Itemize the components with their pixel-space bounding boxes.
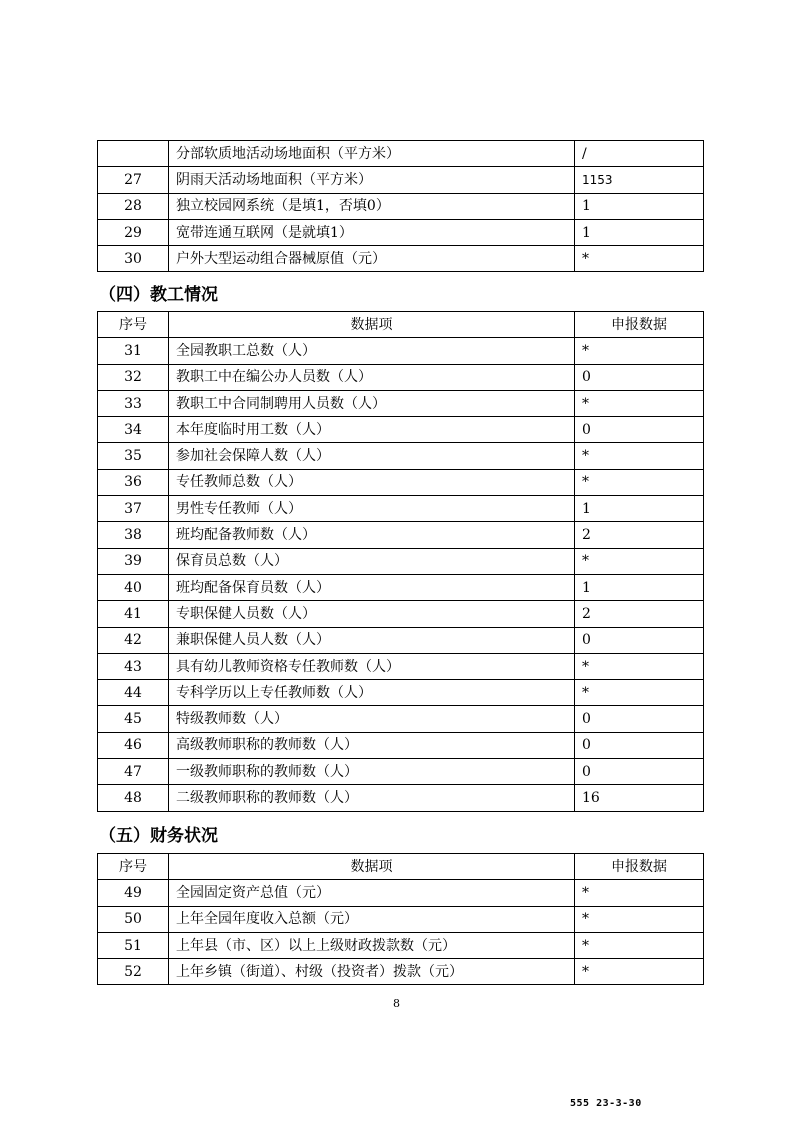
table-row bbox=[98, 601, 704, 627]
reported-value: 0 bbox=[575, 706, 704, 732]
table-row bbox=[98, 338, 704, 364]
table-row bbox=[98, 706, 704, 732]
data-item: 教职工中在编公办人员数（人） bbox=[169, 364, 575, 390]
row-number: 38 bbox=[98, 522, 169, 548]
row-number: 30 bbox=[98, 246, 169, 272]
row-number: 51 bbox=[98, 932, 169, 958]
reported-value: * bbox=[575, 469, 704, 495]
column-header-item: 数据项 bbox=[169, 854, 575, 880]
table-row bbox=[98, 167, 704, 193]
reported-value: 2 bbox=[575, 522, 704, 548]
table-row bbox=[98, 246, 704, 272]
reported-value: 0 bbox=[575, 364, 704, 390]
data-item: 宽带连通互联网（是就填1） bbox=[169, 219, 575, 245]
data-item: 班均配备教师数（人） bbox=[169, 522, 575, 548]
table-row bbox=[98, 443, 704, 469]
data-item: 兼职保健人员人数（人） bbox=[169, 627, 575, 653]
table-row bbox=[98, 574, 704, 600]
table-row bbox=[98, 496, 704, 522]
reported-value: * bbox=[575, 959, 704, 985]
table-row bbox=[98, 906, 704, 932]
data-item: 上年乡镇（街道）、村级（投资者）拨款（元） bbox=[169, 959, 575, 985]
data-item: 高级教师职称的教师数（人） bbox=[169, 732, 575, 758]
reported-value: / bbox=[575, 141, 704, 167]
data-item: 一级教师职称的教师数（人） bbox=[169, 759, 575, 785]
row-number: 49 bbox=[98, 880, 169, 906]
row-number: 40 bbox=[98, 574, 169, 600]
print-stamp: 555 23-3-30 bbox=[570, 1098, 642, 1109]
row-number: 35 bbox=[98, 443, 169, 469]
data-item: 具有幼儿教师资格专任教师数（人） bbox=[169, 653, 575, 679]
reported-value: * bbox=[575, 880, 704, 906]
row-number: 34 bbox=[98, 417, 169, 443]
column-header-value: 申报数据 bbox=[575, 312, 704, 338]
staff-table bbox=[97, 311, 704, 812]
data-item: 独立校园网系统（是填1，否填0） bbox=[169, 193, 575, 219]
row-number: 42 bbox=[98, 627, 169, 653]
reported-value: * bbox=[575, 932, 704, 958]
row-number: 33 bbox=[98, 390, 169, 416]
reported-value: * bbox=[575, 906, 704, 932]
finance-table bbox=[97, 853, 704, 985]
table-row bbox=[98, 959, 704, 985]
data-item: 男性专任教师（人） bbox=[169, 496, 575, 522]
reported-value: 1 bbox=[575, 193, 704, 219]
row-number: 50 bbox=[98, 906, 169, 932]
data-item: 班均配备保育员数（人） bbox=[169, 574, 575, 600]
table-row bbox=[98, 219, 704, 245]
table-header-row bbox=[98, 854, 704, 880]
data-item: 专任教师总数（人） bbox=[169, 469, 575, 495]
column-header-item: 数据项 bbox=[169, 312, 575, 338]
reported-value: 0 bbox=[575, 759, 704, 785]
reported-value: 1 bbox=[575, 219, 704, 245]
table-row bbox=[98, 193, 704, 219]
table-header-row bbox=[98, 312, 704, 338]
row-number: 32 bbox=[98, 364, 169, 390]
reported-value: * bbox=[575, 246, 704, 272]
data-item: 参加社会保障人数（人） bbox=[169, 443, 575, 469]
row-number: 48 bbox=[98, 785, 169, 811]
data-item: 阴雨天活动场地面积（平方米） bbox=[169, 167, 575, 193]
reported-value: 1153 bbox=[575, 167, 704, 193]
data-item: 特级教师数（人） bbox=[169, 706, 575, 732]
table-row bbox=[98, 785, 704, 811]
table-row bbox=[98, 141, 704, 167]
data-item: 上年县（市、区）以上上级财政拨款数（元） bbox=[169, 932, 575, 958]
table-row bbox=[98, 680, 704, 706]
row-number: 41 bbox=[98, 601, 169, 627]
table-row bbox=[98, 880, 704, 906]
table-row bbox=[98, 390, 704, 416]
reported-value: 1 bbox=[575, 574, 704, 600]
column-header-number: 序号 bbox=[98, 854, 169, 880]
data-item: 全园固定资产总值（元） bbox=[169, 880, 575, 906]
table-row bbox=[98, 548, 704, 574]
reported-value: * bbox=[575, 548, 704, 574]
reported-value: * bbox=[575, 338, 704, 364]
row-number: 43 bbox=[98, 653, 169, 679]
row-number: 45 bbox=[98, 706, 169, 732]
data-item: 本年度临时用工数（人） bbox=[169, 417, 575, 443]
reported-value: * bbox=[575, 653, 704, 679]
reported-value: * bbox=[575, 680, 704, 706]
reported-value: 0 bbox=[575, 627, 704, 653]
reported-value: 2 bbox=[575, 601, 704, 627]
column-header-number: 序号 bbox=[98, 312, 169, 338]
table-row bbox=[98, 469, 704, 495]
data-item: 全园教职工总数（人） bbox=[169, 338, 575, 364]
row-number: 44 bbox=[98, 680, 169, 706]
table-row bbox=[98, 364, 704, 390]
data-item: 教职工中合同制聘用人员数（人） bbox=[169, 390, 575, 416]
data-item: 专科学历以上专任教师数（人） bbox=[169, 680, 575, 706]
row-number: 36 bbox=[98, 469, 169, 495]
row-number: 46 bbox=[98, 732, 169, 758]
row-number: 28 bbox=[98, 193, 169, 219]
data-item: 专职保健人员数（人） bbox=[169, 601, 575, 627]
reported-value: 0 bbox=[575, 732, 704, 758]
table-row bbox=[98, 627, 704, 653]
page-number: 8 bbox=[393, 997, 400, 1010]
data-item: 保育员总数（人） bbox=[169, 548, 575, 574]
table-row bbox=[98, 417, 704, 443]
section-title-staff: （四）教工情况 bbox=[99, 285, 218, 305]
section-title-finance: （五）财务状况 bbox=[99, 826, 218, 846]
row-number: 39 bbox=[98, 548, 169, 574]
table-row bbox=[98, 932, 704, 958]
data-item: 户外大型运动组合器械原值（元） bbox=[169, 246, 575, 272]
row-number: 31 bbox=[98, 338, 169, 364]
row-number: 47 bbox=[98, 759, 169, 785]
row-number bbox=[98, 141, 169, 167]
column-header-value: 申报数据 bbox=[575, 854, 704, 880]
table-row bbox=[98, 759, 704, 785]
table-row bbox=[98, 653, 704, 679]
reported-value: * bbox=[575, 390, 704, 416]
reported-value: 16 bbox=[575, 785, 704, 811]
row-number: 27 bbox=[98, 167, 169, 193]
row-number: 29 bbox=[98, 219, 169, 245]
reported-value: 1 bbox=[575, 496, 704, 522]
row-number: 37 bbox=[98, 496, 169, 522]
reported-value: 0 bbox=[575, 417, 704, 443]
table-row bbox=[98, 732, 704, 758]
table-row bbox=[98, 522, 704, 548]
row-number: 52 bbox=[98, 959, 169, 985]
data-item: 二级教师职称的教师数（人） bbox=[169, 785, 575, 811]
facility-table bbox=[97, 140, 704, 272]
reported-value: * bbox=[575, 443, 704, 469]
data-item: 分部软质地活动场地面积（平方米） bbox=[169, 141, 575, 167]
data-item: 上年全园年度收入总额（元） bbox=[169, 906, 575, 932]
